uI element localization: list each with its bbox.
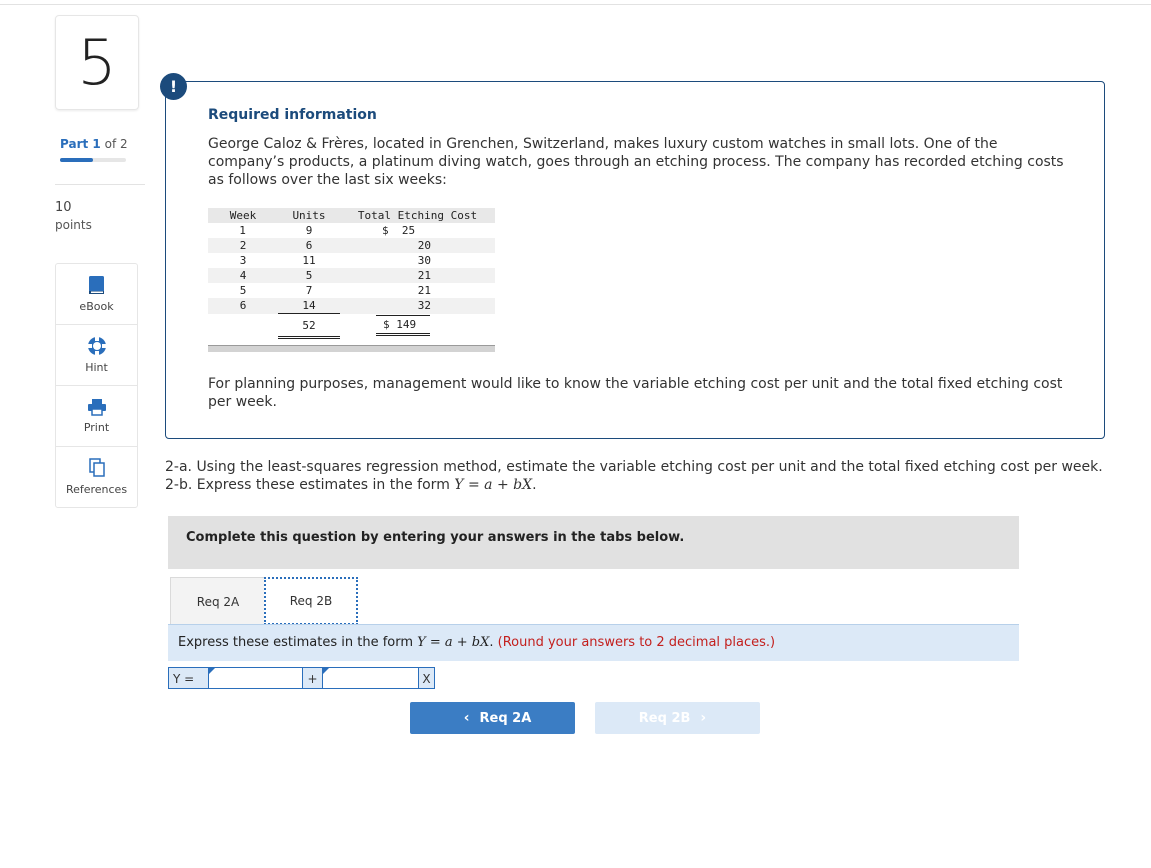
points-value: 10	[55, 200, 72, 215]
required-info-title: Required information	[208, 107, 377, 123]
complete-banner-text: Complete this question by entering your answers in the tabs below.	[186, 530, 685, 545]
print-label: Print	[83, 421, 110, 434]
hint-label: Hint	[85, 361, 108, 374]
print-button[interactable]	[56, 386, 137, 447]
documents-icon	[88, 458, 106, 478]
table-row: 3 11 30	[239, 254, 431, 267]
printer-icon	[87, 398, 107, 416]
table-row: 2 6 20	[208, 238, 495, 253]
table-row: 5 7 21	[239, 284, 431, 297]
complete-banner	[168, 516, 1019, 569]
part-progress-bar	[60, 158, 126, 162]
points-label: points	[55, 218, 92, 232]
alert-icon: !	[160, 73, 187, 100]
ebook-button[interactable]	[56, 264, 137, 325]
y-equals-label: Y =	[168, 667, 209, 689]
prev-req-button[interactable]	[410, 702, 575, 734]
part-progress-fill	[60, 158, 93, 162]
part-label: Part 1	[60, 137, 101, 151]
cost-total: $ 149	[376, 315, 430, 336]
next-req-button[interactable]	[595, 702, 760, 734]
table-total-row	[208, 314, 495, 338]
references-button[interactable]	[56, 447, 137, 507]
etching-cost-table	[208, 208, 495, 339]
input-flag-icon	[323, 668, 329, 674]
slope-input[interactable]	[322, 667, 419, 689]
hint-button[interactable]	[56, 325, 137, 386]
chevron-right-icon: ›	[700, 710, 707, 726]
next-req-label: Req 2B	[638, 710, 691, 726]
planning-text: For planning purposes, management would like to know the variable etching cost per unit and the total fixed etching cost per week.	[208, 376, 1063, 410]
table-row: 4 5 21	[208, 268, 495, 283]
cost-header: Total Etching Cost	[357, 209, 478, 222]
prev-req-label: Req 2A	[479, 710, 532, 726]
units-header: Units	[292, 209, 326, 222]
table-scrollbar[interactable]	[208, 345, 495, 352]
instruction-formula: Y = a + bX	[417, 635, 490, 650]
tool-panel	[55, 263, 138, 508]
plus-label: +	[302, 667, 323, 689]
table-row: 1 9 $ 25	[239, 224, 416, 237]
rail-divider	[55, 184, 145, 185]
chevron-left-icon: ‹	[463, 710, 470, 726]
required-info-intro: George Caloz & Frères, located in Grenchen, Switzerland, makes luxury custom watches in small lots. One of the company’s products, a platinum diving watch, goes through an etching process. The company has recorded etching costs as follows over the last six weeks:	[208, 136, 1064, 188]
table-row: 6 14 32	[208, 298, 495, 314]
week-header: Week	[229, 209, 257, 222]
input-flag-icon	[209, 668, 215, 674]
units-total: 52	[278, 314, 340, 338]
table-header-row	[208, 208, 495, 223]
rounding-note: (Round your answers to 2 decimal places.)	[497, 635, 776, 650]
book-icon	[88, 275, 106, 295]
tab-req-2a[interactable]: Req 2A	[170, 577, 266, 625]
part-indicator	[60, 137, 128, 151]
lifebuoy-icon	[87, 336, 107, 356]
question-number: 5	[55, 15, 139, 110]
x-label: X	[418, 667, 435, 689]
ebook-label: eBook	[79, 300, 114, 313]
instruction-bar	[168, 624, 1019, 661]
question-2a: 2-a. Using the least-squares regression method, estimate the variable etching cost per unit and the total fixed etching cost per week.	[165, 459, 1103, 475]
instruction-text: Express these estimates in the form Y = a + bX. (Round your answers to 2 decimal places.)	[178, 635, 776, 650]
question-text	[165, 458, 1125, 494]
formula-text: Y = a + bX	[454, 477, 533, 493]
question-2b: 2-b. Express these estimates in the form Y = a + bX.	[165, 477, 537, 493]
intercept-input[interactable]	[208, 667, 303, 689]
tab-req-2b[interactable]: Req 2B	[264, 577, 358, 625]
top-divider	[0, 4, 1151, 5]
references-label: References	[65, 483, 128, 496]
part-total: of 2	[104, 137, 128, 151]
